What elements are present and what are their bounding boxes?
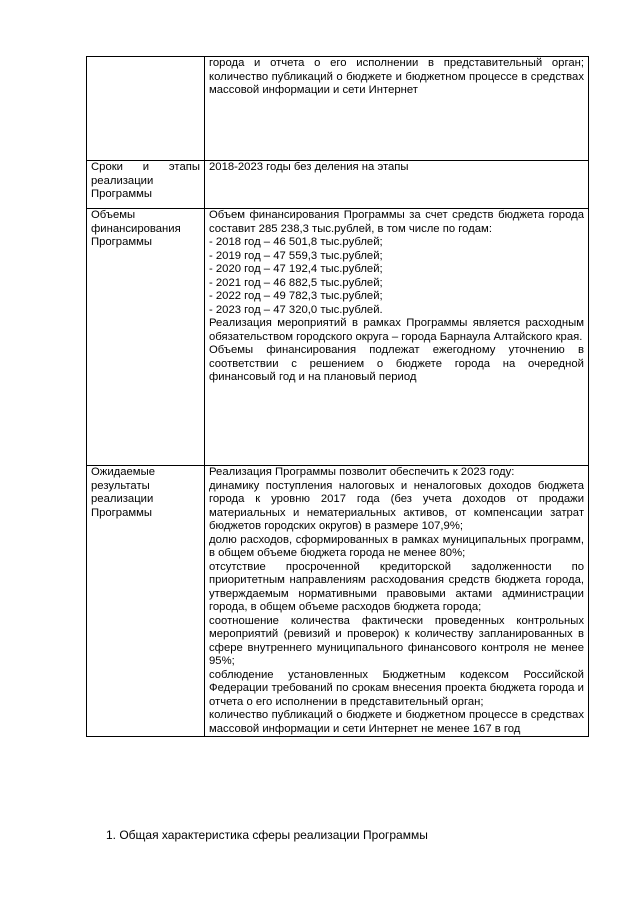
- row-value-continuation: города и отчета о его исполнении в представительный орган; количество публикаций о бюджете и бюджетном процессе в средствах массовой информации и сети Интернет: [205, 57, 589, 161]
- financing-year-2021: - 2021 год – 46 882,5 тыс.рублей;: [209, 276, 383, 289]
- table-row: [87, 209, 589, 466]
- table-row: [87, 57, 589, 161]
- results-intro: Реализация Программы позволит обеспечить к 2023 году:: [209, 466, 515, 478]
- row-label-financing: Объемы финансирования Программы: [87, 209, 205, 466]
- financing-year-2018: - 2018 год – 46 501,8 тыс.рублей;: [209, 236, 383, 248]
- passport-table: [86, 56, 589, 737]
- row-label-results: Ожидаемые результаты реализации Программы: [87, 466, 205, 737]
- table-row: [87, 161, 589, 209]
- row-value-results: [205, 466, 589, 737]
- financing-obligation: Реализация мероприятий в рамках Программы является расходным обязательством городского округа – города Барнаула Алтайского края.: [209, 317, 584, 343]
- row-label-empty: [87, 57, 205, 161]
- financing-intro: Объем финансирования Программы за счет средств бюджета города составит 285 238,3 тыс.рублей, в том числе по годам:: [209, 209, 584, 235]
- row-label-terms: Сроки и этапы реализации Программы: [87, 161, 205, 209]
- result-item: динамику поступления налоговых и неналоговых доходов бюджета города к уровню 2017 года (без учета доходов от продажи материальных и нематериальных активов, от компенсации затрат бюджетов городских округов) в размере 107,9%;: [209, 479, 584, 532]
- financing-adjustment: Объемы финансирования подлежат ежегодному уточнению в соответствии с решением о бюджете города на очередной финансовый год и на плановый период: [209, 344, 584, 383]
- table-row: [87, 466, 589, 737]
- financing-year-2022: - 2022 год – 49 782,3 тыс.рублей;: [209, 290, 383, 302]
- result-item: соотношение количества фактически проведенных контрольных мероприятий (ревизий и проверок) к количеству запланированных в сфере внутреннего муниципального финансового контроля не менее 95%;: [209, 614, 584, 667]
- result-item: количество публикаций о бюджете и бюджетном процессе в средствах массовой информации и сети Интернет не менее 167 в год: [209, 709, 584, 735]
- financing-year-2019: - 2019 год – 47 559,3 тыс.рублей;: [209, 249, 383, 262]
- row-value-terms: 2018-2023 годы без деления на этапы: [205, 161, 589, 209]
- result-item: отсутствие просроченной кредиторской задолженности по приоритетным направлениям расходования средств бюджета города, утверждаемым нормативными правовыми актами администрации города, в общем объеме расходов бюджета города;: [209, 560, 584, 613]
- section-heading: 1. Общая характеристика сферы реализации Программы: [106, 828, 428, 842]
- result-item: долю расходов, сформированных в рамках муниципальных программ, в общем объеме бюджета города не менее 80%;: [209, 533, 584, 559]
- financing-year-2020: - 2020 год – 47 192,4 тыс.рублей;: [209, 263, 383, 275]
- row-value-financing: [205, 209, 589, 466]
- financing-year-2023: - 2023 год – 47 320,0 тыс.рублей.: [209, 303, 383, 316]
- result-item: соблюдение установленных Бюджетным кодексом Российской Федерации требований по срокам внесения проекта бюджета города и отчета о его исполнении в представительный орган;: [209, 668, 584, 708]
